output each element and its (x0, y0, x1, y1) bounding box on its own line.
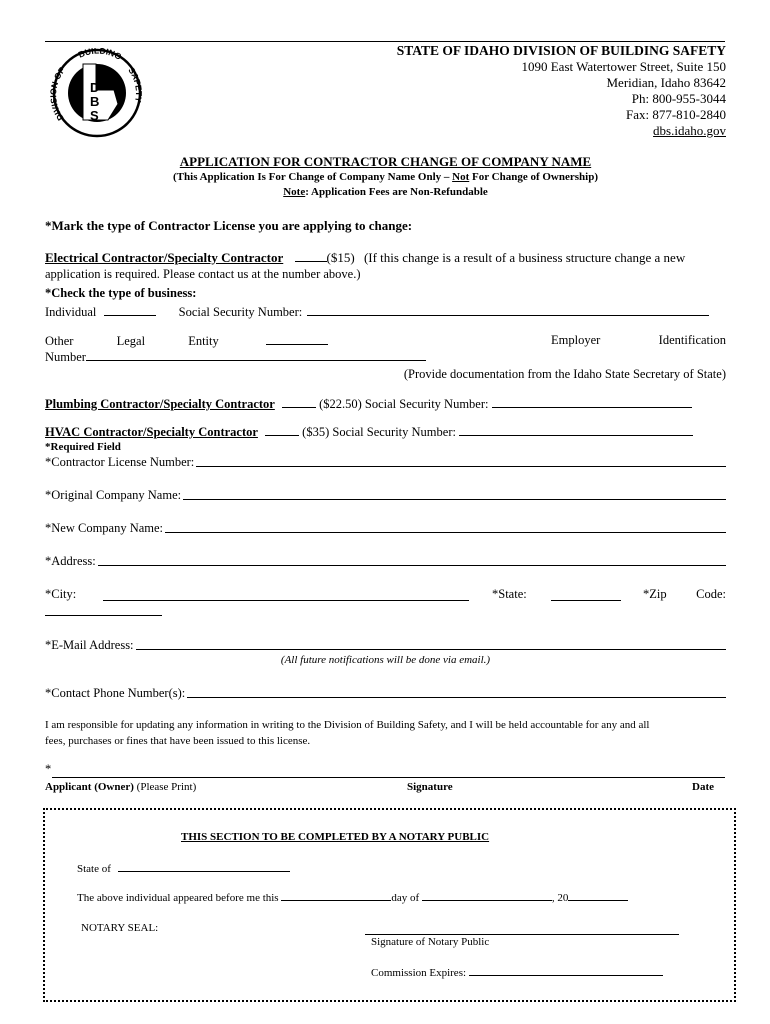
form-title: APPLICATION FOR CONTRACTOR CHANGE OF COMPANY NAME (179, 154, 592, 169)
zip-field[interactable] (45, 604, 162, 616)
individual-line[interactable] (104, 304, 156, 316)
original-company-label: *Original Company Name: (45, 488, 182, 502)
note-text: : Application Fees are Non-Refundable (305, 186, 488, 198)
applicant-label: Applicant (Owner) (45, 781, 134, 793)
plumbing-ssn-line[interactable] (492, 396, 692, 408)
address-row (45, 554, 726, 569)
hvac-label: HVAC Contractor/Specialty Contractor (45, 425, 258, 439)
notary-appeared-row (77, 891, 628, 904)
license-number-row (45, 455, 726, 470)
subtitle-post: For Change of Ownership) (469, 171, 598, 183)
hvac-checkbox-line[interactable] (265, 424, 299, 436)
original-company-row (45, 488, 726, 503)
signature-line-row (45, 762, 726, 777)
signature-asterisk: * (45, 762, 52, 776)
city-label: *City: (45, 587, 77, 601)
date-label: Date (692, 781, 714, 793)
city-field[interactable] (103, 589, 469, 601)
hvac-row (45, 424, 726, 440)
responsibility-line-2: fees, purchases or fines that have been issued to this license. (45, 735, 311, 747)
notary-state-label: State of (77, 863, 111, 875)
plumbing-label: Plumbing Contractor/Specialty Contractor (45, 397, 275, 411)
fee-note (45, 186, 726, 198)
number-row (45, 349, 726, 365)
notary-commission-row (371, 966, 663, 979)
email-field[interactable] (136, 638, 726, 650)
zip-row (45, 604, 726, 620)
svg-text:DIVISION OF: DIVI OF (50, 65, 67, 123)
license-number-field[interactable] (196, 455, 726, 467)
zip-label: *Zip (643, 587, 667, 601)
instructions: *Mark the type of Contractor License you are applying to change: (45, 218, 413, 233)
subtitle-pre: (This Application Is For Change of Company Name Only – (173, 171, 453, 183)
svg-text:D: D (90, 80, 100, 95)
other-entity-row (45, 333, 726, 349)
phone-label: *Contact Phone Number(s): (45, 686, 186, 700)
electrical-fee: ($15) (326, 250, 355, 265)
applicant-print-label: (Please Print) (133, 781, 197, 793)
svg-text:SAFETY: SAFETY (126, 65, 144, 104)
notary-commission-field[interactable] (469, 966, 663, 976)
notary-year-field[interactable] (568, 891, 628, 901)
website-link[interactable]: dbs.idaho.gov (653, 123, 726, 138)
city-row (45, 587, 726, 602)
employer-label: Employer (551, 333, 601, 347)
ssn-label: Social Security Number: (178, 305, 303, 319)
notary-day-field[interactable] (281, 891, 391, 901)
phone-field[interactable] (187, 686, 726, 698)
note-label: Note (283, 186, 306, 198)
email-label: *E-Mail Address: (45, 638, 134, 652)
phone-row (45, 686, 726, 701)
svg-text:BUILDING: BUILDING (76, 48, 124, 62)
notary-section (43, 808, 736, 1002)
check-business-type: *Check the type of business: (45, 286, 197, 300)
address-field[interactable] (98, 554, 726, 566)
notary-state-row (77, 862, 290, 875)
signature-line[interactable] (52, 777, 725, 778)
signature-label: Signature (407, 781, 453, 793)
individual-label: Individual (45, 305, 97, 319)
notary-title: THIS SECTION TO BE COMPLETED BY A NOTARY PUBLIC (181, 831, 490, 843)
notary-day-of-label: day of (391, 892, 420, 904)
new-company-label: *New Company Name: (45, 521, 164, 535)
notary-month-field[interactable] (422, 891, 552, 901)
individual-row (45, 304, 726, 320)
notary-state-field[interactable] (118, 862, 290, 872)
notary-seal-label: NOTARY SEAL: (81, 922, 159, 934)
other-entity-line[interactable] (266, 333, 328, 345)
notary-signature-line[interactable] (365, 934, 679, 935)
individual-ssn-line[interactable] (307, 304, 709, 316)
email-note: (All future notifications will be done via email.) (280, 654, 491, 666)
license-number-label: *Contractor License Number: (45, 455, 195, 469)
state-label: *State: (492, 587, 527, 601)
address-line-1: 1090 East Watertower Street, Suite 150 (521, 59, 726, 74)
notary-appeared-label: The above individual appeared before me this (77, 892, 279, 904)
svg-text:B: B (90, 94, 100, 109)
address-line-2: Meridian, Idaho 83642 (606, 75, 726, 90)
new-company-field[interactable] (165, 521, 726, 533)
phone-number: Ph: 800-955-3044 (631, 91, 726, 106)
number-label: Number (45, 350, 86, 364)
signature-labels (45, 780, 726, 795)
dbs-logo (50, 48, 150, 138)
zip-code-label: Code: (696, 587, 726, 601)
subtitle-not: Not (452, 171, 470, 183)
notary-commission-label: Commission Expires: (371, 967, 467, 979)
notary-year-prefix: , 20 (551, 892, 569, 904)
original-company-field[interactable] (183, 488, 726, 500)
electrical-note-1: (If this change is a result of a business structure change a new (363, 250, 686, 265)
hvac-fee: ($35) Social Security Number: (302, 425, 456, 439)
electrical-label: Electrical Contractor/Specialty Contractor (45, 250, 284, 265)
agency-name: STATE OF IDAHO DIVISION OF BUILDING SAFETY (396, 43, 726, 58)
new-company-row (45, 521, 726, 536)
electrical-note-2: application is required. Please contact us at the number above.) (45, 267, 361, 281)
dbs-seal-icon (50, 48, 150, 138)
electrical-section (45, 250, 726, 265)
notary-signature-label: Signature of Notary Public (371, 936, 490, 948)
fax-number: Fax: 877-810-2840 (625, 107, 726, 122)
ein-line[interactable] (86, 349, 426, 361)
plumbing-fee: ($22.50) Social Security Number: (319, 397, 489, 411)
plumbing-row (45, 396, 726, 412)
documentation-note: (Provide documentation from the Idaho State Secretary of State) (403, 367, 726, 381)
responsibility-line-1: I am responsible for updating any information in writing to the Division of Building Safety, and I will be held accountable for any and all (45, 719, 650, 731)
plumbing-checkbox-line[interactable] (282, 396, 316, 408)
address-label: *Address: (45, 554, 96, 568)
other-label: Other (45, 334, 74, 348)
entity-label: Entity (188, 334, 219, 348)
electrical-checkbox-line[interactable] (295, 250, 327, 262)
svg-text:S: S (90, 108, 99, 123)
form-subtitle (45, 171, 726, 183)
required-field-note: *Required Field (45, 441, 121, 453)
identification-label: Identification (658, 333, 726, 347)
email-row (45, 638, 726, 653)
legal-label: Legal (116, 334, 146, 348)
state-field[interactable] (551, 589, 621, 601)
top-rule (45, 41, 725, 42)
hvac-ssn-line[interactable] (459, 424, 693, 436)
